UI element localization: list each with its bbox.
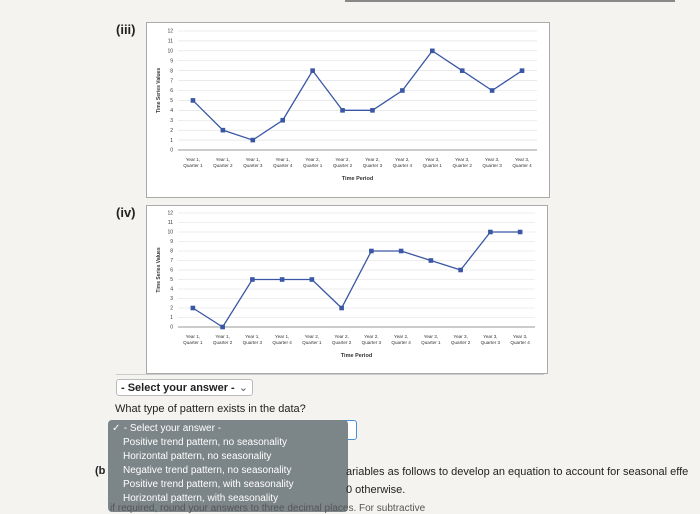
x-tick-label: Quarter 1 <box>183 163 203 168</box>
x-tick-label: Quarter 4 <box>510 340 530 345</box>
x-tick-label: Quarter 1 <box>302 340 322 345</box>
x-tick-label: Year 1, <box>215 157 231 162</box>
data-point <box>340 108 345 113</box>
data-point <box>460 68 465 73</box>
y-tick-label: 6 <box>170 267 173 274</box>
y-tick-label: 12 <box>167 210 173 217</box>
data-point <box>430 49 435 54</box>
answer-select-dropdown[interactable] <box>116 379 253 396</box>
x-tick-label: Year 2, <box>393 334 409 339</box>
x-tick-label: Quarter 2 <box>213 163 233 168</box>
x-tick-label: Quarter 1 <box>302 163 323 168</box>
x-tick-label: Quarter 4 <box>272 340 292 345</box>
x-tick-label: Year 2, <box>395 157 410 162</box>
chart-iv-label: (iv) <box>116 205 136 220</box>
x-tick-label: Year 1, <box>185 157 201 162</box>
menu-item-positive-with-seasonality[interactable]: Positive trend pattern, with seasonality <box>123 479 294 490</box>
x-tick-label: Year 2, <box>364 334 379 339</box>
x-tick-label: Quarter 2 <box>450 340 471 345</box>
data-point <box>520 68 525 73</box>
chart-iii-label: (iii) <box>116 22 136 37</box>
menu-item-positive-no-seasonality[interactable]: Positive trend pattern, no seasonality <box>123 437 287 448</box>
y-tick-label: 7 <box>170 258 173 265</box>
data-point <box>310 68 315 73</box>
y-tick-label: 8 <box>170 68 173 75</box>
y-tick-label: 2 <box>170 305 173 312</box>
chart-iii-box <box>146 22 550 198</box>
x-tick-label: Year 1, <box>245 157 260 162</box>
x-tick-label: Year 3, <box>425 157 440 162</box>
y-tick-label: 5 <box>170 277 173 284</box>
x-tick-label: Year 2, <box>304 334 320 339</box>
x-axis-title: Time Period <box>341 176 374 182</box>
data-point <box>191 98 196 103</box>
x-tick-label: Year 1, <box>185 334 201 339</box>
data-point <box>399 249 404 254</box>
y-axis-title: Time Series Values <box>156 247 162 293</box>
x-tick-label: Year 3, <box>455 157 470 162</box>
chevron-down-icon: ⌄ <box>238 382 248 394</box>
data-point <box>488 230 493 235</box>
y-tick-label: 3 <box>170 296 173 303</box>
top-divider-line <box>345 0 675 2</box>
data-point <box>370 108 375 113</box>
data-point <box>250 138 255 143</box>
y-tick-label: 7 <box>170 78 173 85</box>
bottom-instruction-text: if required, round your answers to three decimal places. For subtractive <box>110 503 426 514</box>
menu-item-horizontal-no-seasonality[interactable]: Horizontal pattern, no seasonality <box>123 451 272 462</box>
menu-item-negative-no-seasonality[interactable]: Negative trend pattern, no seasonality <box>123 465 292 476</box>
y-axis-title: Time Series Values <box>156 67 162 114</box>
x-tick-label: Year 3, <box>483 334 498 339</box>
dropdown-menu <box>108 420 348 512</box>
data-point <box>429 258 434 263</box>
chart-iv-svg <box>147 206 547 373</box>
y-tick-label: 10 <box>167 48 173 55</box>
y-tick-label: 0 <box>170 147 173 154</box>
x-tick-label: Year 2, <box>334 334 349 339</box>
data-point <box>339 306 344 311</box>
data-point <box>221 128 226 133</box>
chart-iii-svg <box>147 23 549 197</box>
x-tick-label: Year 1, <box>274 334 290 339</box>
x-tick-label: Year 2, <box>365 157 380 162</box>
x-tick-label: Quarter 3 <box>482 163 502 168</box>
data-point <box>400 88 405 93</box>
y-tick-label: 4 <box>170 108 173 115</box>
x-tick-label: Year 2, <box>305 157 320 162</box>
x-tick-label: Quarter 2 <box>212 340 233 345</box>
x-tick-label: Quarter 4 <box>391 340 411 345</box>
y-tick-label: 11 <box>167 220 173 227</box>
menu-item-select[interactable]: ✓ - Select your answer - <box>112 423 222 434</box>
x-tick-label: Year 1, <box>215 334 230 339</box>
y-tick-label: 4 <box>170 286 173 293</box>
x-axis-title: Time Period <box>340 353 373 359</box>
x-tick-label: Year 3, <box>484 157 500 162</box>
x-tick-label: Year 3, <box>453 334 468 339</box>
chart-iv-box <box>146 205 548 374</box>
data-point <box>280 277 285 282</box>
x-tick-label: Quarter 4 <box>273 163 293 168</box>
instruction-text-line1: ariables as follows to develop an equation to account for seasonal effe <box>346 466 689 478</box>
data-point <box>310 277 315 282</box>
menu-item-horizontal-with-seasonality[interactable]: Horizontal pattern, with seasonality <box>123 493 279 504</box>
part-b-label: (b <box>95 465 106 477</box>
x-tick-label: Quarter 4 <box>392 163 413 168</box>
y-tick-label: 3 <box>170 117 173 124</box>
x-tick-label: Year 2, <box>335 157 350 162</box>
x-tick-label: Quarter 3 <box>243 163 263 168</box>
data-point <box>518 230 523 235</box>
x-tick-label: Quarter 1 <box>183 340 203 345</box>
y-tick-label: 11 <box>167 38 173 45</box>
data-point <box>458 268 463 273</box>
y-tick-label: 5 <box>170 98 173 105</box>
data-point <box>220 325 225 330</box>
y-tick-label: 9 <box>170 58 173 65</box>
x-tick-label: Quarter 3 <box>480 340 501 345</box>
x-tick-label: Quarter 3 <box>362 163 383 168</box>
data-point <box>369 249 374 254</box>
y-tick-label: 12 <box>167 28 173 35</box>
y-tick-label: 1 <box>170 137 173 144</box>
y-tick-label: 9 <box>170 239 173 246</box>
select-label: - Select your answer - <box>121 382 235 394</box>
series-line <box>193 51 522 140</box>
x-tick-label: Quarter 2 <box>331 340 352 345</box>
x-tick-label: Quarter 2 <box>452 163 472 168</box>
question-text: What type of pattern exists in the data? <box>115 403 306 415</box>
data-point <box>490 88 495 93</box>
y-tick-label: 8 <box>170 248 173 255</box>
data-point <box>250 277 255 282</box>
y-tick-label: 10 <box>167 229 173 236</box>
instruction-text-line2: 0 otherwise. <box>346 484 406 496</box>
x-tick-label: Quarter 1 <box>421 340 441 345</box>
data-point <box>191 306 196 311</box>
x-tick-label: Year 3, <box>423 334 439 339</box>
x-tick-label: Quarter 1 <box>422 163 442 168</box>
x-tick-label: Quarter 3 <box>361 340 382 345</box>
data-point <box>280 118 285 123</box>
section-divider <box>116 374 544 375</box>
x-tick-label: Year 1, <box>245 334 260 339</box>
x-tick-label: Year 3, <box>514 157 530 162</box>
x-tick-label: Quarter 4 <box>512 163 532 168</box>
x-tick-label: Quarter 2 <box>332 163 353 168</box>
x-tick-label: Year 1, <box>275 157 290 162</box>
y-tick-label: 1 <box>170 315 173 322</box>
y-tick-label: 2 <box>170 127 173 134</box>
y-tick-label: 6 <box>170 88 173 95</box>
y-tick-label: 0 <box>170 324 173 331</box>
checkmark-icon: ✓ <box>112 423 121 434</box>
x-tick-label: Quarter 3 <box>242 340 263 345</box>
x-tick-label: Year 3, <box>512 334 528 339</box>
